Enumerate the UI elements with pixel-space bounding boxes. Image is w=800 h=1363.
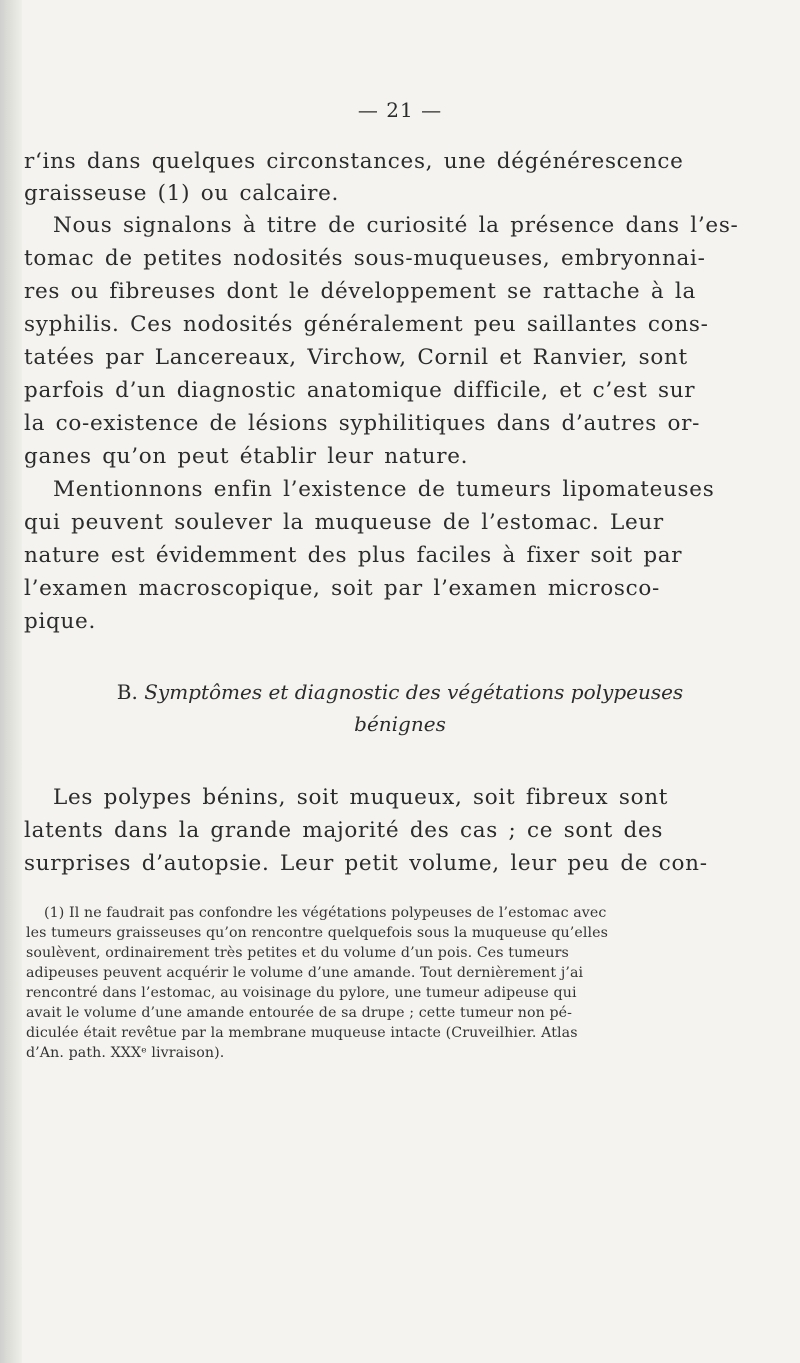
- text-line: la co-existence de lésions syphilitiques dans d’autres or-: [24, 411, 701, 436]
- section-label: B.: [116, 680, 138, 704]
- text-line: Les polypes bénins, soit muqueux, soit fibreux sont: [53, 785, 669, 810]
- footnote-line: avait le volume d’une amande entourée de sa drupe ; cette tumeur non pé-: [26, 1005, 573, 1021]
- footnote-line: les tumeurs graisseuses qu’on rencontre quelquefois sous la muqueuse qu’elles: [26, 925, 609, 941]
- footnote-line: (1) Il ne faudrait pas confondre les végétations polypeuses de l’estomac avec: [44, 905, 607, 921]
- text-line: res ou fibreuses dont le développement se rattache à la: [24, 279, 696, 304]
- text-line: l’examen macroscopique, soit par l’examen microsco-: [24, 576, 660, 601]
- text-line: qui peuvent soulever la muqueuse de l’estomac. Leur: [24, 510, 664, 535]
- text-line: Nous signalons à titre de curiosité la présence dans l’es-: [53, 213, 739, 238]
- section-title-line2: bénignes: [354, 712, 446, 736]
- footnote-line: adipeuses peuvent acquérir le volume d’une amande. Tout dernièrement j’ai: [26, 965, 584, 981]
- text-line: graisseuse (1) ou calcaire.: [24, 181, 340, 206]
- text-line: syphilis. Ces nodosités généralement peu saillantes cons-: [24, 312, 709, 337]
- text-line: tatées par Lancereaux, Virchow, Cornil et Ranvier, sont: [24, 345, 688, 370]
- text-line: latents dans la grande majorité des cas ; ce sont des: [24, 818, 664, 843]
- text-line: r‘ins dans quelques circonstances, une dégénérescence: [24, 149, 684, 174]
- text-line: Mentionnons enfin l’existence de tumeurs lipomateuses: [53, 477, 715, 502]
- text-line: tomac de petites nodosités sous-muqueuses, embryonnai-: [24, 246, 706, 271]
- text-line: surprises d’autopsie. Leur petit volume, leur peu de con-: [24, 851, 708, 876]
- text-line: parfois d’un diagnostic anatomique difficile, et c’est sur: [24, 378, 696, 403]
- text-line: nature est évidemment des plus faciles à fixer soit par: [24, 543, 683, 568]
- footnote-line: rencontré dans l’estomac, au voisinage du pylore, une tumeur adipeuse qui: [26, 985, 577, 1001]
- page-number: — 21 —: [357, 98, 443, 122]
- footnote-line: diculée était revêtue par la membrane muqueuse intacte (Cruveilhier. Atlas: [26, 1025, 578, 1041]
- footnote-line: soulèvent, ordinairement très petites et du volume d’un pois. Ces tumeurs: [26, 945, 569, 961]
- section-title-line1: Symptômes et diagnostic des végétations polypeuses: [144, 680, 684, 704]
- text-line: ganes qu’on peut établir leur nature.: [24, 444, 469, 469]
- section-heading: [0, 680, 800, 704]
- text-line: pique.: [24, 609, 97, 634]
- footnote-line: d’An. path. XXXᵉ livraison).: [26, 1045, 225, 1061]
